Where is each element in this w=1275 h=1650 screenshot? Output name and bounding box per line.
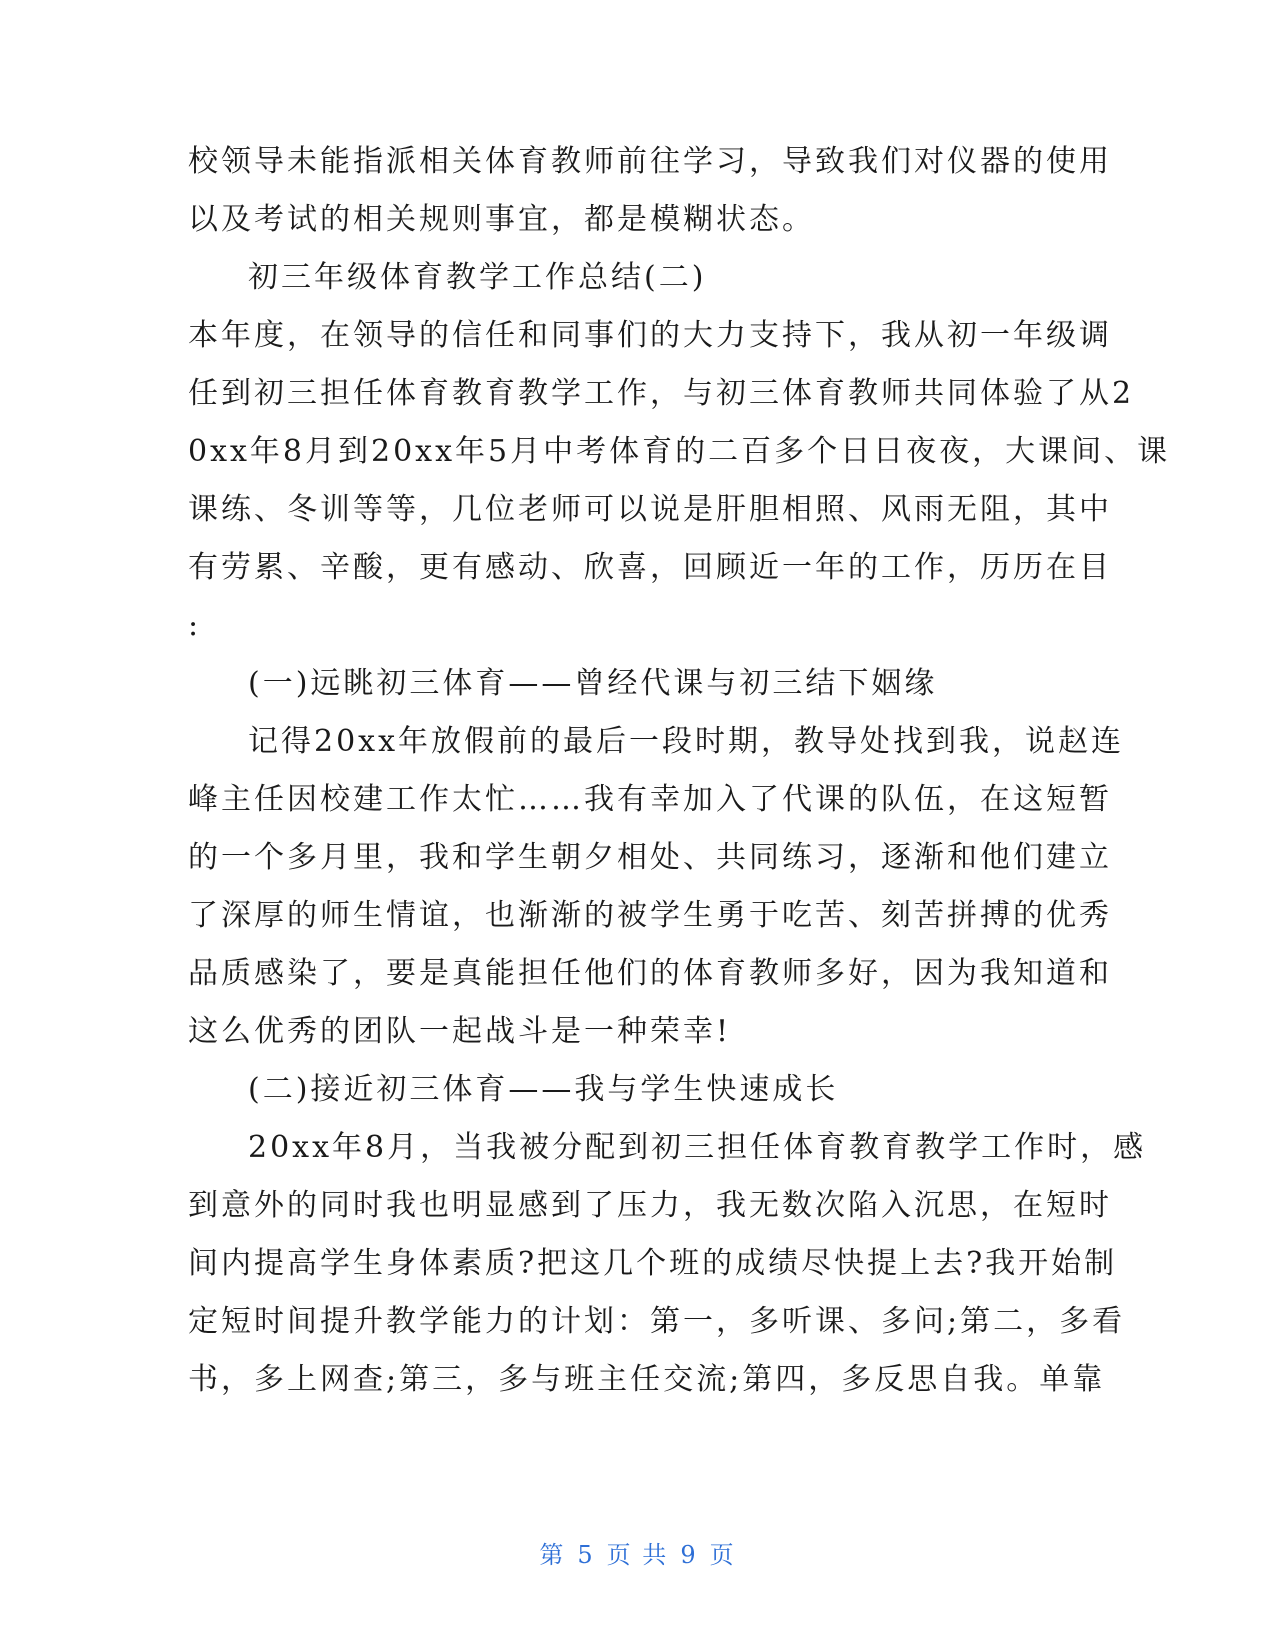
footer-page-number: 5 [577, 1541, 595, 1569]
footer-total-pages: 9 [680, 1541, 698, 1569]
body-line: 书，多上网查;第三，多与班主任交流;第四，多反思自我。单靠 [188, 1362, 1106, 1397]
body-line: 间内提高学生身体素质?把这几个班的成绩尽快提上去?我开始制 [188, 1246, 1118, 1281]
body-line: 记得20xx年放假前的最后一段时期，教导处找到我，说赵连 [248, 724, 1125, 759]
body-line: 有劳累、辛酸，更有感动、欣喜，回顾近一年的工作，历历在目 [188, 550, 1112, 585]
body-line: 这么优秀的团队一起战斗是一种荣幸! [188, 1014, 732, 1049]
body-line: 0xx年8月到20xx年5月中考体育的二百多个日日夜夜，大课间、课 [188, 434, 1171, 469]
body-line: 定短时间提升教学能力的计划：第一，多听课、多问;第二，多看 [188, 1304, 1126, 1339]
footer-suffix: 页 [709, 1541, 736, 1569]
body-line: 任到初三担任体育教育教学工作，与初三体育教师共同体验了从2 [188, 376, 1135, 411]
body-line: 20xx年8月，当我被分配到初三担任体育教育教学工作时，感 [248, 1130, 1147, 1165]
page-footer [0, 1540, 1275, 1570]
body-line: 校领导未能指派相关体育教师前往学习，导致我们对仪器的使用 [188, 144, 1112, 179]
footer-middle: 页 共 [606, 1541, 669, 1569]
footer-prefix: 第 [539, 1541, 566, 1569]
body-line: 的一个多月里，我和学生朝夕相处、共同练习，逐渐和他们建立 [188, 840, 1112, 875]
body-line: 品质感染了，要是真能担任他们的体育教师多好，因为我知道和 [188, 956, 1112, 991]
body-line: 了深厚的师生情谊，也渐渐的被学生勇于吃苦、刻苦拼搏的优秀 [188, 898, 1112, 933]
subsection-heading: (一)远眺初三体育——曾经代课与初三结下姻缘 [248, 666, 938, 701]
body-line: 到意外的同时我也明显感到了压力，我无数次陷入沉思，在短时 [188, 1188, 1112, 1223]
body-line: : [188, 608, 202, 643]
body-line: 峰主任因校建工作太忙……我有幸加入了代课的队伍，在这短暂 [188, 782, 1112, 817]
section-title: 初三年级体育教学工作总结(二) [248, 260, 707, 295]
body-line: 本年度，在领导的信任和同事们的大力支持下，我从初一年级调 [188, 318, 1112, 353]
body-line: 课练、冬训等等，几位老师可以说是肝胆相照、风雨无阻，其中 [188, 492, 1112, 527]
subsection-heading: (二)接近初三体育——我与学生快速成长 [248, 1072, 839, 1107]
body-line: 以及考试的相关规则事宜，都是模糊状态。 [188, 202, 815, 237]
